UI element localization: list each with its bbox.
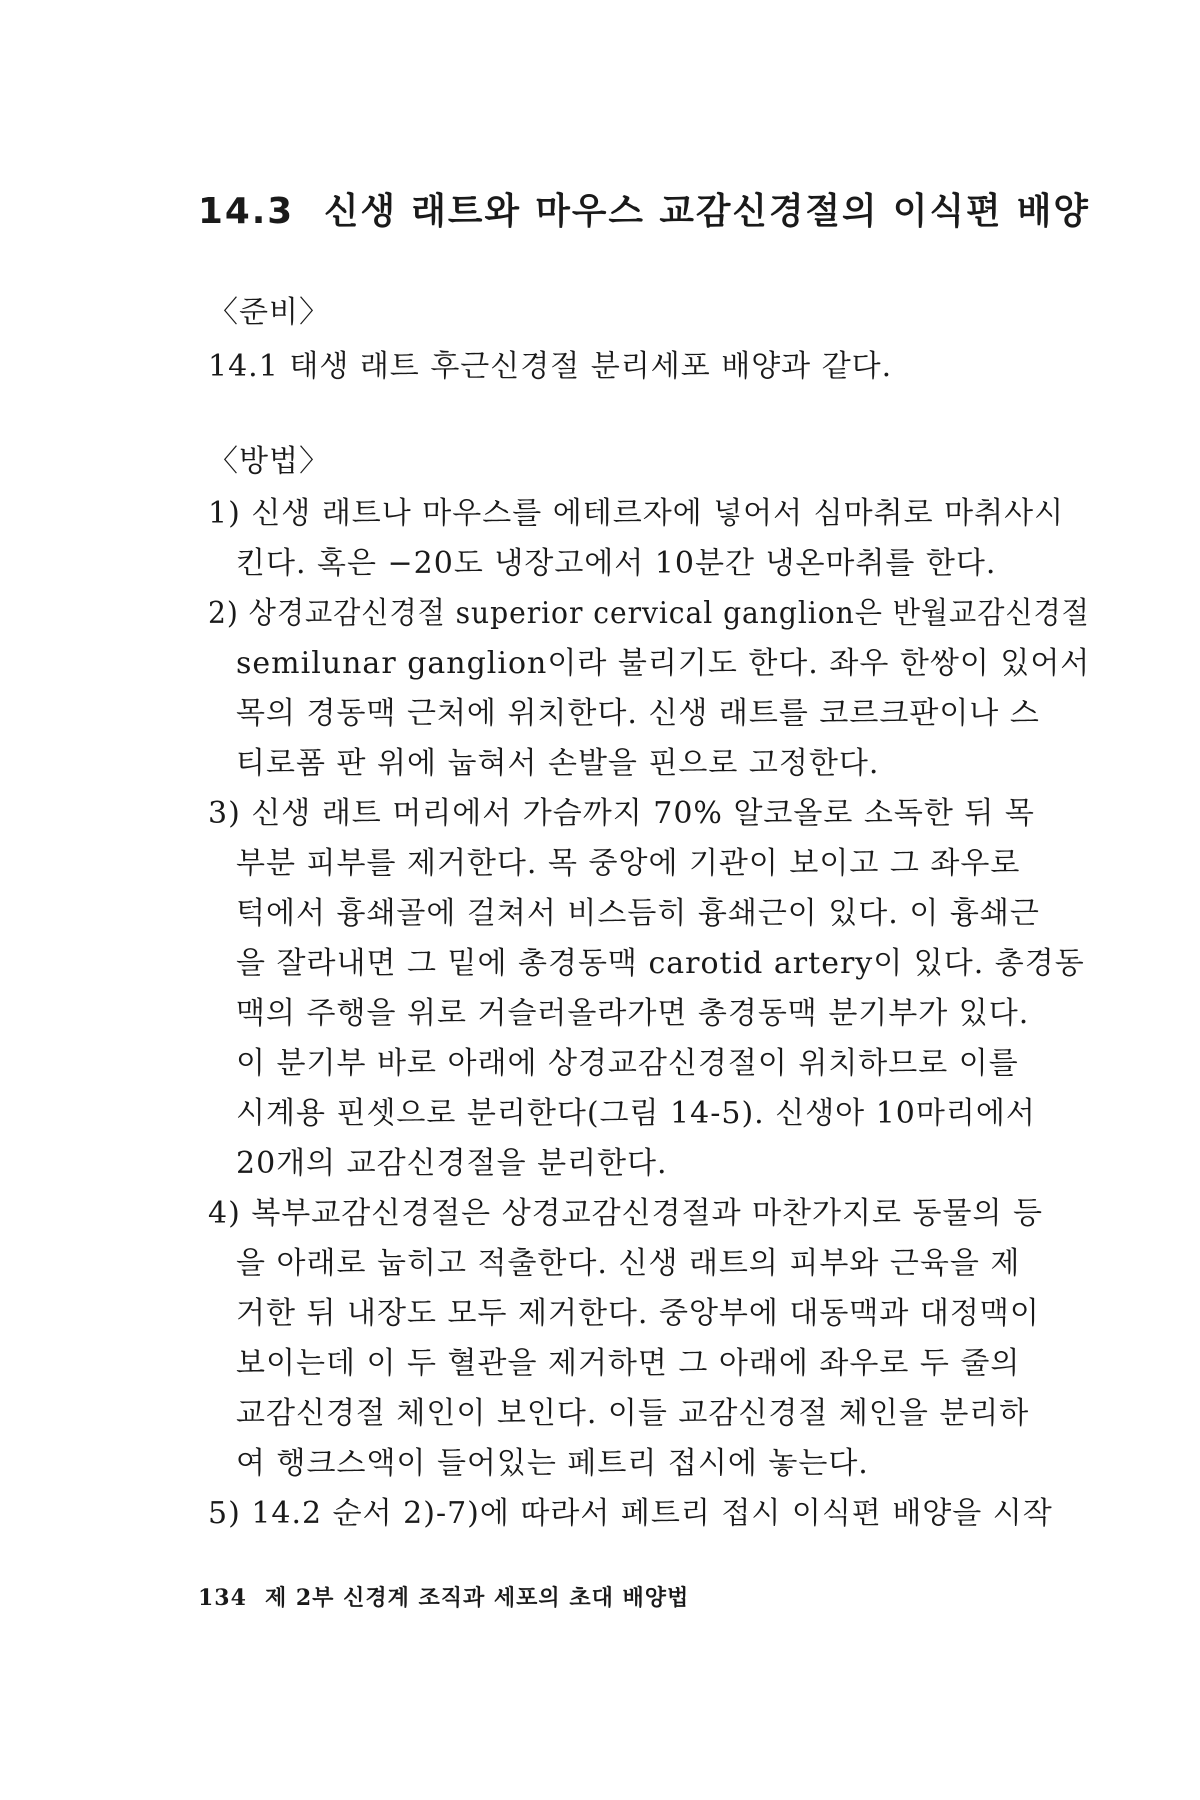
- method-line: 3) 신생 래트 머리에서 가슴까지 70% 알코올로 소독한 뒤 목: [208, 796, 1035, 831]
- page-number: 134: [198, 1585, 247, 1611]
- method-line: 티로폼 판 위에 눕혀서 손발을 핀으로 고정한다.: [236, 746, 880, 781]
- chapter-title: 제 2부 신경계 조직과 세포의 초대 배양법: [264, 1585, 690, 1611]
- preparation-text: 14.1 태생 래트 후근신경절 분리세포 배양과 같다.: [208, 349, 893, 384]
- section-heading: [198, 183, 1090, 234]
- section-title: 신생 래트와 마우스 교감신경절의 이식편 배양: [323, 191, 1090, 232]
- method-line: 맥의 주행을 위로 거슬러올라가면 총경동맥 분기부가 있다.: [236, 996, 1030, 1031]
- method-line: 여 행크스액이 들어있는 페트리 접시에 놓는다.: [236, 1446, 869, 1481]
- method-line: 5) 14.2 순서 2)-7)에 따라서 페트리 접시 이식편 배양을 시작: [208, 1496, 1053, 1531]
- method-line: 4) 복부교감신경절은 상경교감신경절과 마찬가지로 동물의 등: [208, 1196, 1043, 1231]
- method-line: 을 잘라내면 그 밑에 총경동맥 carotid artery이 있다. 총경동: [236, 946, 1085, 981]
- method-label: 〈방법〉: [208, 444, 330, 479]
- method-line: 20개의 교감신경절을 분리한다.: [236, 1146, 668, 1181]
- method-line: 을 아래로 눕히고 적출한다. 신생 래트의 피부와 근육을 제: [236, 1246, 1021, 1281]
- page-footer: [198, 1581, 689, 1612]
- method-line: semilunar ganglion이라 불리기도 한다. 좌우 한쌍이 있어서: [236, 646, 1091, 681]
- method-line: 거한 뒤 내장도 모두 제거한다. 중앙부에 대동맥과 대정맥이: [236, 1296, 1040, 1331]
- section-number: 14.3: [198, 191, 295, 232]
- method-line: 보이는데 이 두 혈관을 제거하면 그 아래에 좌우로 두 줄의: [236, 1346, 1021, 1381]
- preparation-label: 〈준비〉: [208, 295, 330, 330]
- method-line: 턱에서 흉쇄골에 걸쳐서 비스듬히 흉쇄근이 있다. 이 흉쇄근: [236, 896, 1040, 931]
- method-line: 2) 상경교감신경절 superior cervical ganglion은 반월교감신경절: [208, 596, 1090, 631]
- method-line: 1) 신생 래트나 마우스를 에테르자에 넣어서 심마취로 마취사시: [208, 496, 1065, 531]
- method-line: 시계용 핀셋으로 분리한다(그림 14-5). 신생아 10마리에서: [236, 1096, 1036, 1131]
- method-line: 부분 피부를 제거한다. 목 중앙에 기관이 보이고 그 좌우로: [236, 846, 1021, 881]
- method-line: 목의 경동맥 근처에 위치한다. 신생 래트를 코르크판이나 스: [236, 696, 1040, 731]
- method-line: 킨다. 혹은 −20도 냉장고에서 10분간 냉온마취를 한다.: [236, 546, 997, 581]
- method-line: 이 분기부 바로 아래에 상경교감신경절이 위치하므로 이를: [236, 1046, 1019, 1081]
- method-line: 교감신경절 체인이 보인다. 이들 교감신경절 체인을 분리하: [236, 1396, 1030, 1431]
